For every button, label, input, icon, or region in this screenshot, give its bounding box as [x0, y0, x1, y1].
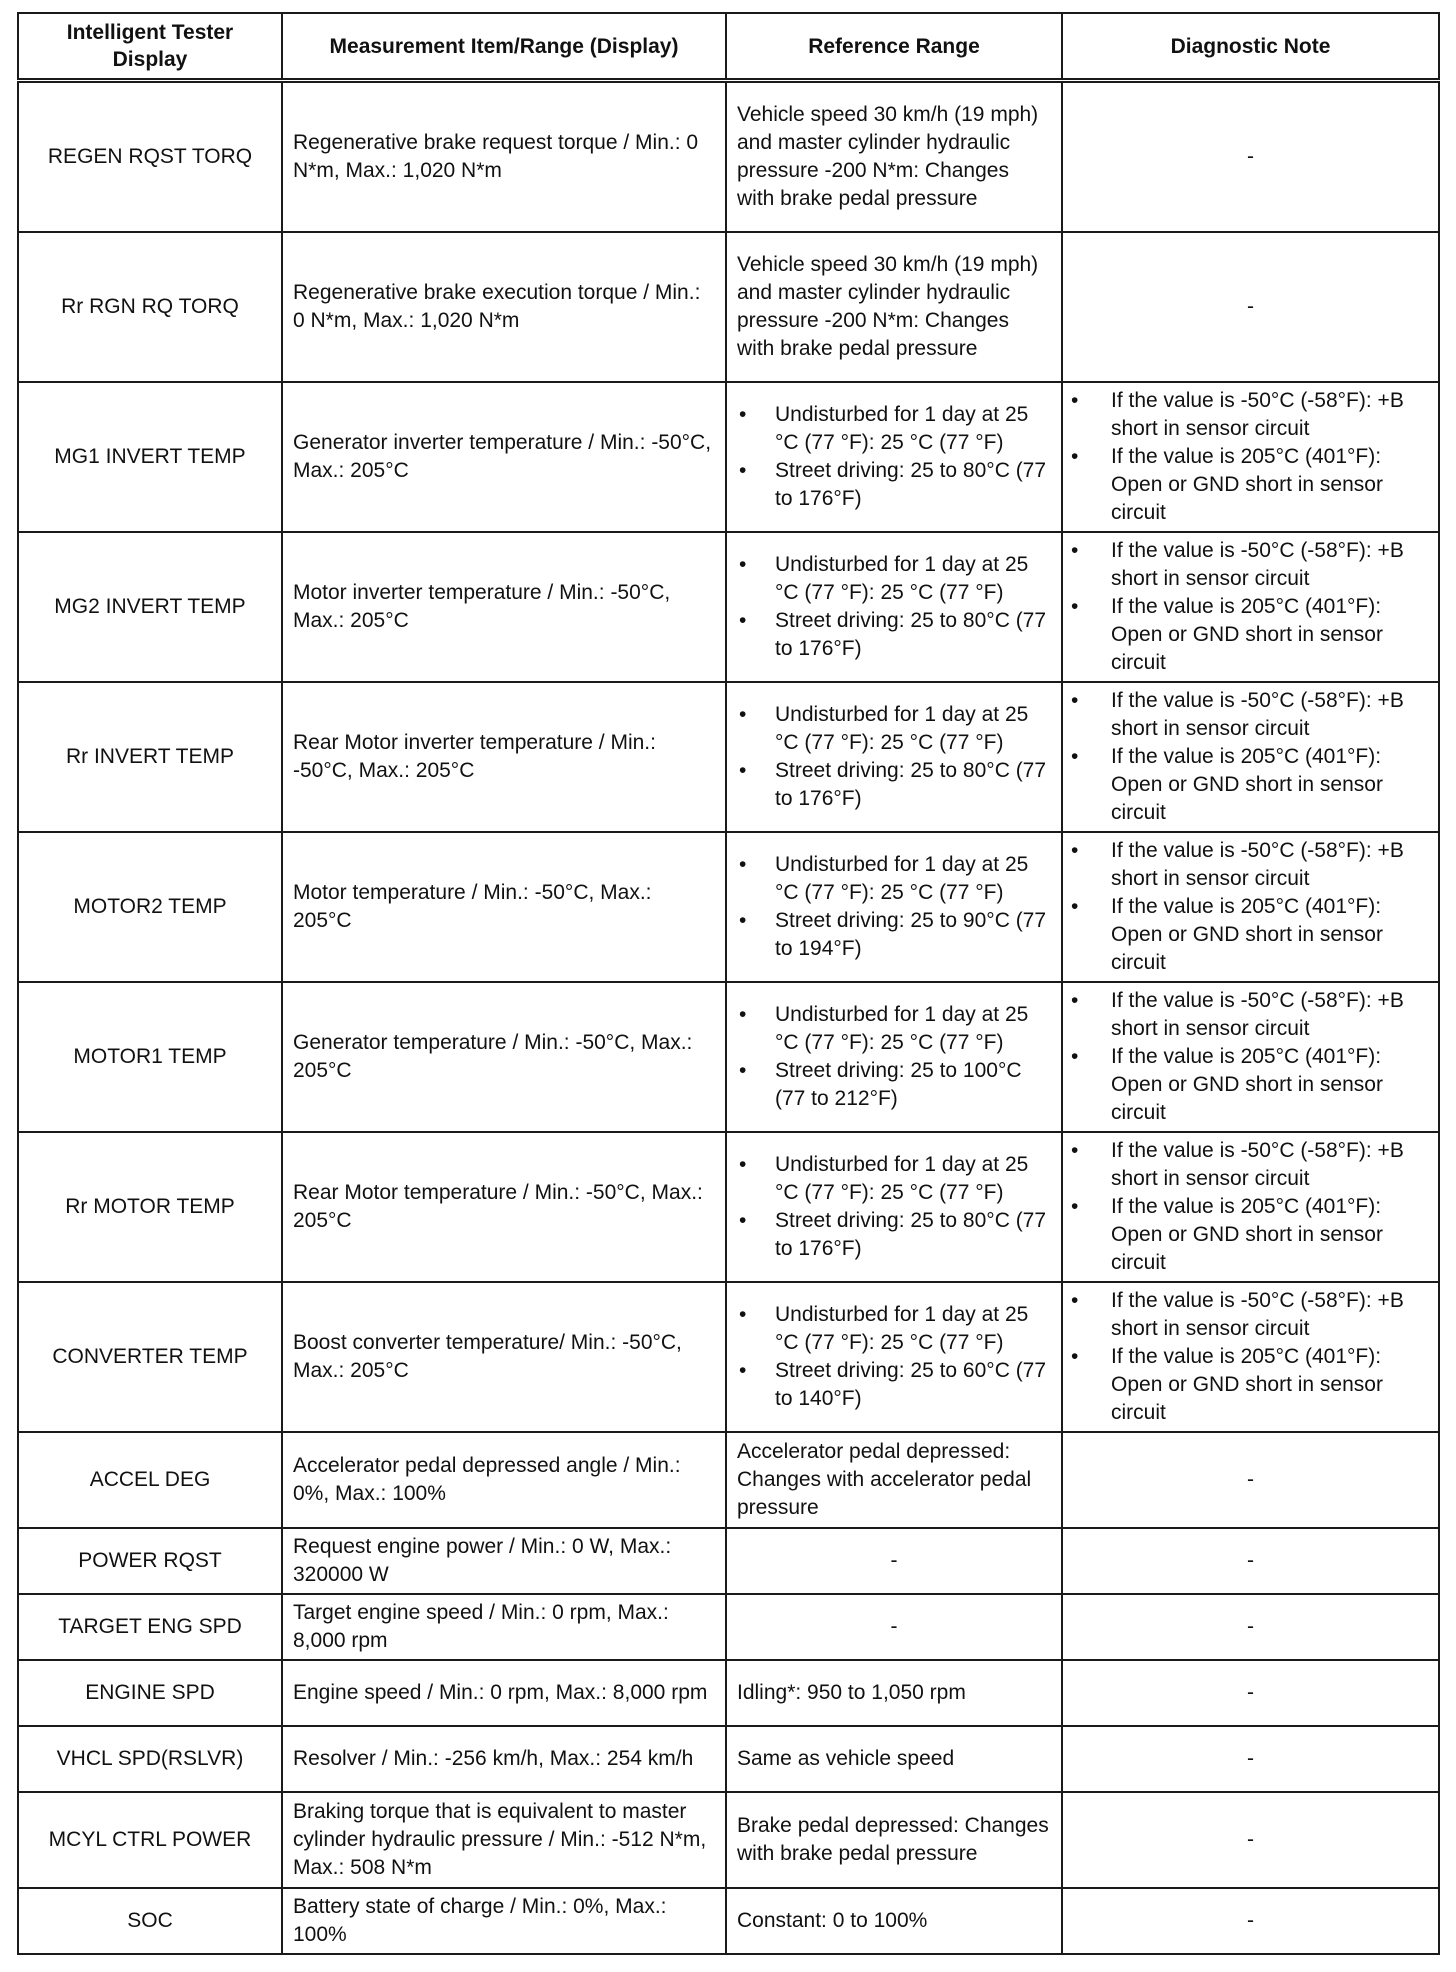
- note-bullet: • If the value is 205°C (401°F): Open or GND short in sensor circuit: [1073, 893, 1428, 977]
- table-row: [18, 232, 1439, 382]
- reference-cell: Brake pedal depressed: Changes with brake pedal pressure: [726, 1792, 1062, 1888]
- note-cell: -: [1062, 1726, 1439, 1792]
- table-row: [18, 682, 1439, 832]
- table-header-row: [18, 13, 1439, 81]
- measurement-cell: Regenerative brake request torque / Min.: 0 N*m, Max.: 1,020 N*m: [282, 81, 726, 233]
- display-cell: VHCL SPD(RSLVR): [18, 1726, 282, 1792]
- header-display: Intelligent Tester Display: [18, 13, 282, 81]
- data-list-table: [17, 12, 1440, 1955]
- measurement-cell: Engine speed / Min.: 0 rpm, Max.: 8,000 rpm: [282, 1660, 726, 1726]
- measurement-cell: Accelerator pedal depressed angle / Min.: 0%, Max.: 100%: [282, 1432, 726, 1528]
- header-note: Diagnostic Note: [1062, 13, 1439, 81]
- reference-bullet: • Undisturbed for 1 day at 25 °C (77 °F): 25 °C (77 °F): [737, 1301, 1051, 1357]
- display-cell: MOTOR1 TEMP: [18, 982, 282, 1132]
- note-cell: [1062, 682, 1439, 832]
- display-cell: MOTOR2 TEMP: [18, 832, 282, 982]
- reference-cell: Same as vehicle speed: [726, 1726, 1062, 1792]
- reference-bullet: • Undisturbed for 1 day at 25 °C (77 °F): 25 °C (77 °F): [737, 401, 1051, 457]
- reference-cell: [726, 832, 1062, 982]
- measurement-cell: Braking torque that is equivalent to master cylinder hydraulic pressure / Min.: -512 N*m, Max.: 508 N*m: [282, 1792, 726, 1888]
- measurement-cell: Resolver / Min.: -256 km/h, Max.: 254 km/h: [282, 1726, 726, 1792]
- note-cell: -: [1062, 1888, 1439, 1954]
- note-cell: -: [1062, 232, 1439, 382]
- note-cell: [1062, 1132, 1439, 1282]
- display-cell: Rr RGN RQ TORQ: [18, 232, 282, 382]
- reference-cell: [726, 1132, 1062, 1282]
- table-row: [18, 1282, 1439, 1432]
- measurement-cell: Rear Motor inverter temperature / Min.: -50°C, Max.: 205°C: [282, 682, 726, 832]
- reference-cell: [726, 982, 1062, 1132]
- note-bullet: • If the value is -50°C (-58°F): +B short in sensor circuit: [1073, 837, 1428, 893]
- display-cell: CONVERTER TEMP: [18, 1282, 282, 1432]
- display-cell: TARGET ENG SPD: [18, 1594, 282, 1660]
- reference-cell: [726, 382, 1062, 532]
- reference-bullet: • Undisturbed for 1 day at 25 °C (77 °F): 25 °C (77 °F): [737, 1001, 1051, 1057]
- reference-cell: Idling*: 950 to 1,050 rpm: [726, 1660, 1062, 1726]
- reference-cell: Constant: 0 to 100%: [726, 1888, 1062, 1954]
- reference-bullet: • Undisturbed for 1 day at 25 °C (77 °F): 25 °C (77 °F): [737, 701, 1051, 757]
- measurement-cell: Boost converter temperature/ Min.: -50°C, Max.: 205°C: [282, 1282, 726, 1432]
- display-cell: MCYL CTRL POWER: [18, 1792, 282, 1888]
- note-cell: -: [1062, 1660, 1439, 1726]
- note-bullet: • If the value is -50°C (-58°F): +B short in sensor circuit: [1073, 987, 1428, 1043]
- note-bullet: • If the value is -50°C (-58°F): +B short in sensor circuit: [1073, 1287, 1428, 1343]
- note-cell: -: [1062, 1432, 1439, 1528]
- measurement-cell: Target engine speed / Min.: 0 rpm, Max.: 8,000 rpm: [282, 1594, 726, 1660]
- table-row: [18, 1888, 1439, 1954]
- reference-bullet: • Undisturbed for 1 day at 25 °C (77 °F): 25 °C (77 °F): [737, 551, 1051, 607]
- note-bullet: • If the value is -50°C (-58°F): +B short in sensor circuit: [1073, 387, 1428, 443]
- note-cell: -: [1062, 1594, 1439, 1660]
- display-cell: MG2 INVERT TEMP: [18, 532, 282, 682]
- reference-bullet: • Street driving: 25 to 80°C (77 to 176°F): [737, 1207, 1051, 1263]
- reference-cell: Vehicle speed 30 km/h (19 mph) and master cylinder hydraulic pressure -200 N*m: Changes with brake pedal pressure: [726, 81, 1062, 233]
- display-cell: Rr INVERT TEMP: [18, 682, 282, 832]
- reference-cell: [726, 682, 1062, 832]
- display-cell: POWER RQST: [18, 1528, 282, 1594]
- note-bullet: • If the value is -50°C (-58°F): +B short in sensor circuit: [1073, 537, 1428, 593]
- table-row: [18, 532, 1439, 682]
- note-cell: -: [1062, 1528, 1439, 1594]
- display-cell: ACCEL DEG: [18, 1432, 282, 1528]
- table-row: [18, 1594, 1439, 1660]
- display-cell: Rr MOTOR TEMP: [18, 1132, 282, 1282]
- measurement-cell: Regenerative brake execution torque / Min.: 0 N*m, Max.: 1,020 N*m: [282, 232, 726, 382]
- reference-bullet: • Street driving: 25 to 90°C (77 to 194°F): [737, 907, 1051, 963]
- display-cell: REGEN RQST TORQ: [18, 81, 282, 233]
- reference-bullet: • Street driving: 25 to 100°C (77 to 212°F): [737, 1057, 1051, 1113]
- note-bullet: • If the value is 205°C (401°F): Open or GND short in sensor circuit: [1073, 1043, 1428, 1127]
- note-cell: -: [1062, 81, 1439, 233]
- reference-cell: Accelerator pedal depressed: Changes with accelerator pedal pressure: [726, 1432, 1062, 1528]
- display-cell: ENGINE SPD: [18, 1660, 282, 1726]
- display-cell: SOC: [18, 1888, 282, 1954]
- note-bullet: • If the value is -50°C (-58°F): +B short in sensor circuit: [1073, 1137, 1428, 1193]
- reference-cell: [726, 532, 1062, 682]
- note-cell: [1062, 382, 1439, 532]
- table-row: [18, 982, 1439, 1132]
- note-bullet: • If the value is 205°C (401°F): Open or GND short in sensor circuit: [1073, 1343, 1428, 1427]
- reference-cell: -: [726, 1594, 1062, 1660]
- reference-bullet: • Street driving: 25 to 60°C (77 to 140°F): [737, 1357, 1051, 1413]
- reference-cell: Vehicle speed 30 km/h (19 mph) and master cylinder hydraulic pressure -200 N*m: Changes with brake pedal pressure: [726, 232, 1062, 382]
- measurement-cell: Generator inverter temperature / Min.: -50°C, Max.: 205°C: [282, 382, 726, 532]
- note-cell: [1062, 832, 1439, 982]
- note-bullet: • If the value is 205°C (401°F): Open or GND short in sensor circuit: [1073, 743, 1428, 827]
- table-row: [18, 382, 1439, 532]
- header-reference: Reference Range: [726, 13, 1062, 81]
- measurement-cell: Rear Motor temperature / Min.: -50°C, Max.: 205°C: [282, 1132, 726, 1282]
- note-bullet: • If the value is 205°C (401°F): Open or GND short in sensor circuit: [1073, 1193, 1428, 1277]
- table-row: [18, 1432, 1439, 1528]
- table-row: [18, 1528, 1439, 1594]
- note-bullet: • If the value is 205°C (401°F): Open or GND short in sensor circuit: [1073, 593, 1428, 677]
- measurement-cell: Request engine power / Min.: 0 W, Max.: 320000 W: [282, 1528, 726, 1594]
- reference-bullet: • Street driving: 25 to 80°C (77 to 176°F): [737, 457, 1051, 513]
- measurement-cell: Battery state of charge / Min.: 0%, Max.: 100%: [282, 1888, 726, 1954]
- note-bullet: • If the value is 205°C (401°F): Open or GND short in sensor circuit: [1073, 443, 1428, 527]
- measurement-cell: Motor inverter temperature / Min.: -50°C, Max.: 205°C: [282, 532, 726, 682]
- table-row: [18, 1132, 1439, 1282]
- note-cell: -: [1062, 1792, 1439, 1888]
- reference-bullet: • Undisturbed for 1 day at 25 °C (77 °F): 25 °C (77 °F): [737, 851, 1051, 907]
- reference-bullet: • Undisturbed for 1 day at 25 °C (77 °F): 25 °C (77 °F): [737, 1151, 1051, 1207]
- reference-cell: [726, 1282, 1062, 1432]
- note-cell: [1062, 532, 1439, 682]
- reference-cell: -: [726, 1528, 1062, 1594]
- reference-bullet: • Street driving: 25 to 80°C (77 to 176°F): [737, 607, 1051, 663]
- note-cell: [1062, 982, 1439, 1132]
- note-bullet: • If the value is -50°C (-58°F): +B short in sensor circuit: [1073, 687, 1428, 743]
- table-row: [18, 1660, 1439, 1726]
- measurement-cell: Motor temperature / Min.: -50°C, Max.: 205°C: [282, 832, 726, 982]
- note-cell: [1062, 1282, 1439, 1432]
- table-row: [18, 81, 1439, 233]
- table-row: [18, 1792, 1439, 1888]
- header-measurement: Measurement Item/Range (Display): [282, 13, 726, 81]
- display-cell: MG1 INVERT TEMP: [18, 382, 282, 532]
- table-row: [18, 832, 1439, 982]
- reference-bullet: • Street driving: 25 to 80°C (77 to 176°F): [737, 757, 1051, 813]
- table-row: [18, 1726, 1439, 1792]
- measurement-cell: Generator temperature / Min.: -50°C, Max.: 205°C: [282, 982, 726, 1132]
